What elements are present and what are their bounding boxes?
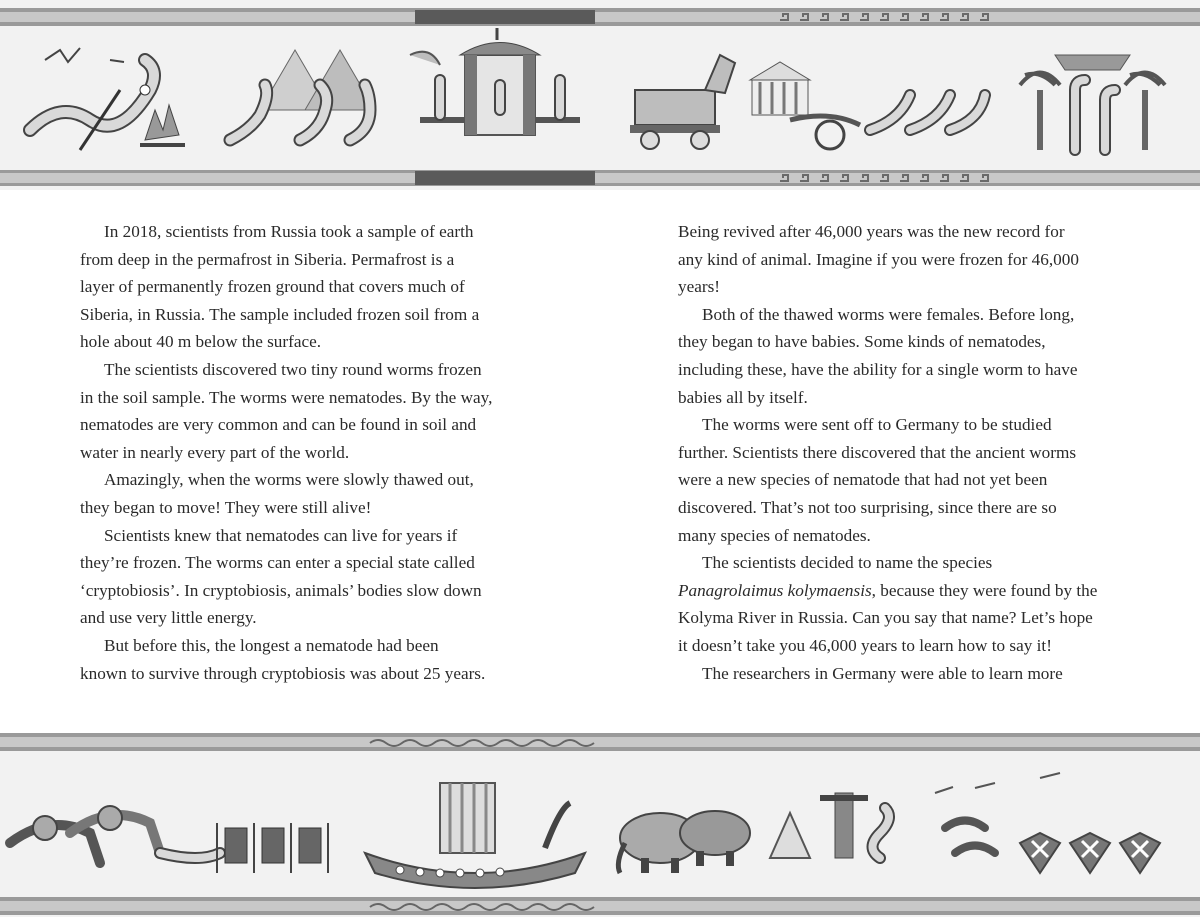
text-line: Both of the thawed worms were females. Before long, (702, 304, 1075, 324)
temple-illustration (750, 62, 810, 115)
left-text-column (80, 218, 520, 687)
paragraph (678, 411, 1118, 549)
paragraph (678, 301, 1118, 411)
chariot-illustration (790, 95, 985, 149)
teepee-totem-illustration (770, 793, 889, 858)
text-line: and use very little energy. (80, 608, 257, 628)
viking-ship-illustration (365, 783, 585, 888)
top-band-art (0, 0, 1200, 190)
text-line: babies all by itself. (678, 387, 808, 407)
text-line: The researchers in Germany were able to learn more (702, 663, 1063, 683)
text-line: layer of permanently frozen ground that covers much of (80, 277, 465, 297)
text-line: The scientists decided to name the species (702, 553, 993, 573)
sedan-chair-illustration (410, 28, 580, 135)
text-line: ‘cryptobiosis’. In cryptobiosis, animals’ bodies slow down (80, 580, 482, 600)
text-line: Being revived after 46,000 years was the new record for (678, 222, 1065, 241)
paragraph (678, 549, 1118, 659)
paragraph (80, 218, 520, 356)
text-line: nematodes are very common and can be found in soil and (80, 415, 477, 435)
text-line: Amazingly, when the worms were slowly thawed out, (104, 470, 474, 490)
species-name: Panagrolaimus kolymaensis (678, 580, 872, 600)
paragraph (80, 466, 520, 521)
text-line: they began to have babies. Some kinds of nematodes, (678, 332, 1046, 352)
paragraph (80, 356, 520, 466)
top-illustration-band (0, 0, 1200, 190)
pyramids-illustration (230, 50, 375, 140)
right-text-column (678, 218, 1118, 687)
text-line: they began to move! They were still alive! (80, 497, 372, 517)
paragraph (80, 522, 520, 632)
bottom-illustration-band (0, 733, 1200, 917)
palm-trees-illustration (1020, 55, 1165, 150)
elephants-illustration (618, 811, 750, 873)
text-line: Scientists knew that nematodes can live for years if (104, 525, 458, 545)
caveman-worm-illustration (30, 48, 185, 150)
horse-riders-illustration (10, 806, 160, 863)
text-line: any kind of animal. Imagine if you were frozen for 46,000 (678, 249, 1079, 269)
text-line: water in nearly every part of the world. (80, 442, 350, 462)
text-line: were a new species of nematode that had not yet been (678, 470, 1048, 490)
text-line: In 2018, scientists from Russia took a sample of earth (104, 222, 474, 241)
text-line: The scientists discovered two tiny round worms frozen (104, 359, 482, 379)
text-line: years! (678, 277, 720, 297)
trojan-horse-illustration (630, 55, 735, 149)
border-dark-segment (415, 10, 595, 24)
knights-illustration (935, 773, 1160, 873)
text-line: hole about 40 m below the surface. (80, 332, 322, 352)
text-line: further. Scientists there discovered that the ancient worms (678, 442, 1077, 462)
paragraph (80, 632, 520, 687)
text-line: in the soil sample. The worms were nematodes. By the way, (80, 387, 493, 407)
bottom-band-art (0, 733, 1200, 917)
text-line: Siberia, in Russia. The sample included frozen soil from a (80, 304, 480, 324)
soldiers-illustration (160, 823, 328, 873)
paragraph (678, 660, 1118, 688)
text-line: The worms were sent off to Germany to be studied (702, 415, 1052, 435)
text-line: discovered. That’s not too surprising, since there are so (678, 497, 1057, 517)
text-line: they’re frozen. The worms can enter a special state called (80, 553, 475, 573)
text-line: many species of nematodes. (678, 525, 871, 545)
text-line: known to survive through cryptobiosis was about 25 years. (80, 663, 486, 683)
text-line: Kolyma River in Russia. Can you say that name? Let’s hope (678, 608, 1093, 628)
text-line: it doesn’t take you 46,000 years to learn how to say it! (678, 635, 1052, 655)
text-line: from deep in the permafrost in Siberia. Permafrost is a (80, 249, 455, 269)
paragraph-continued (678, 218, 1118, 301)
text-line: including these, have the ability for a single worm to have (678, 359, 1078, 379)
text-line: , because they were found by the (871, 580, 1098, 600)
text-line: But before this, the longest a nematode had been (104, 635, 439, 655)
